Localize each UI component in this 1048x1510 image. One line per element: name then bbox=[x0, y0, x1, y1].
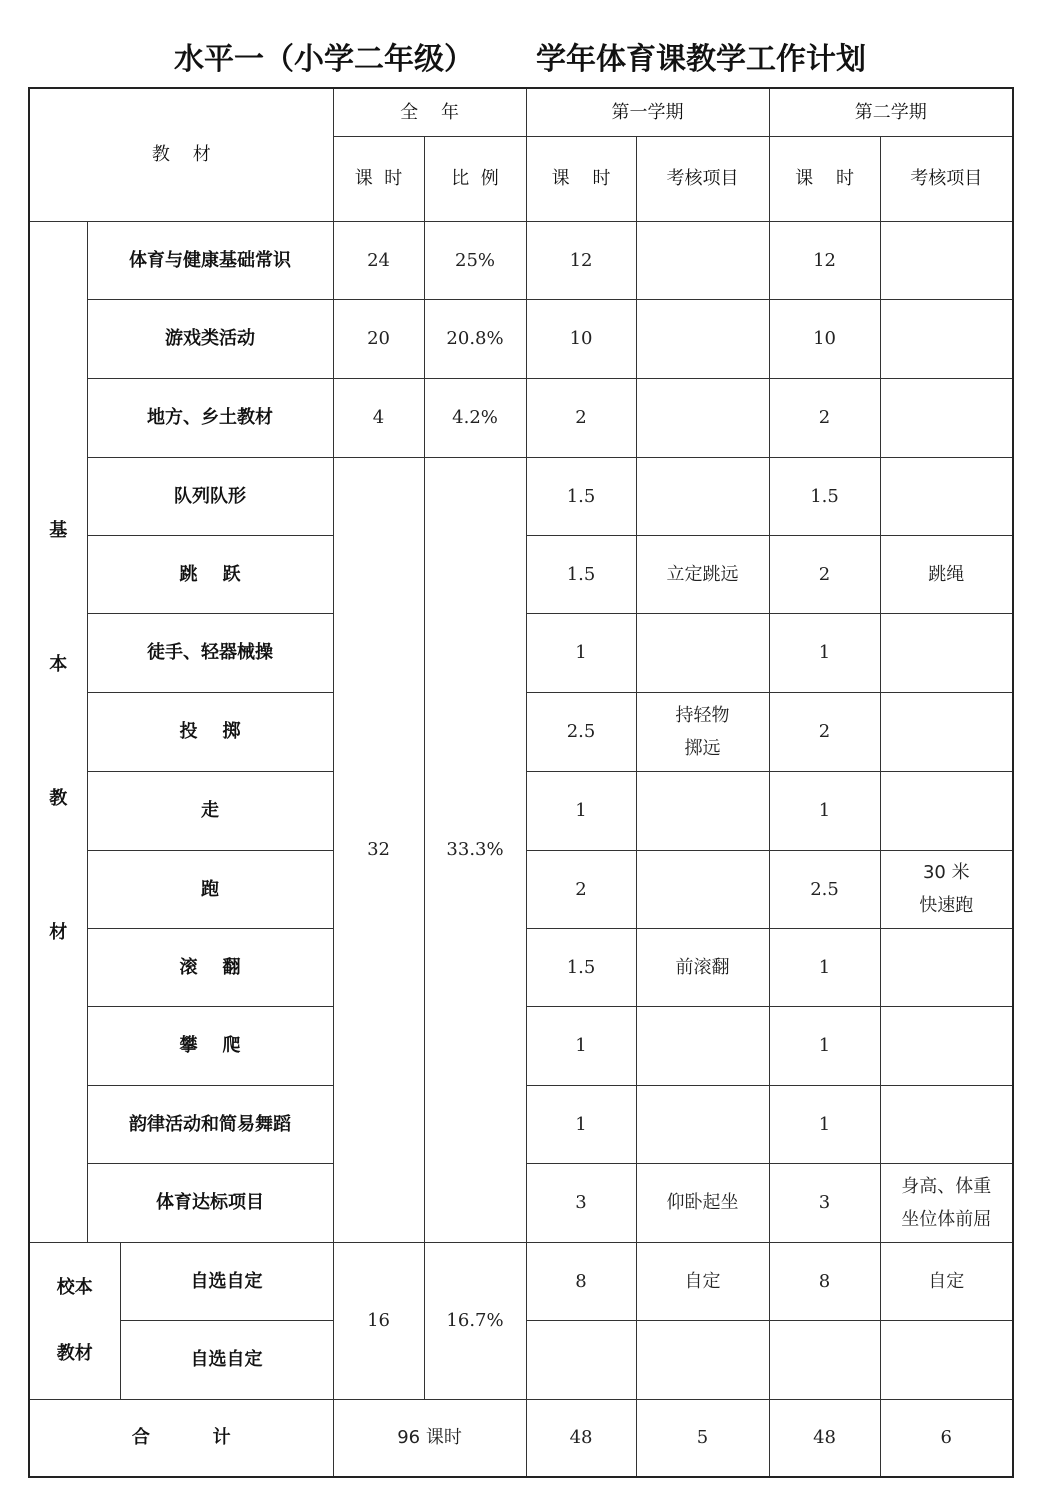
term2-assessment: 自定 bbox=[880, 1242, 1013, 1320]
material-name: 跳 跃 bbox=[87, 535, 333, 613]
term2-hours: 2.5 bbox=[769, 850, 880, 928]
material-name: 自选自定 bbox=[120, 1320, 333, 1399]
term2-assessment bbox=[880, 692, 1013, 771]
material-name: 队列队形 bbox=[87, 457, 333, 535]
term1-assessment bbox=[636, 299, 769, 378]
term1-assessment bbox=[636, 457, 769, 535]
term2-assessment bbox=[880, 221, 1013, 299]
material-name: 跑 bbox=[87, 850, 333, 928]
table-row bbox=[29, 457, 1013, 535]
term1-assessment bbox=[636, 378, 769, 457]
term2-assessment bbox=[880, 928, 1013, 1006]
term2-assessment: 跳绳 bbox=[880, 535, 1013, 613]
header-term1: 第一学期 bbox=[526, 88, 769, 136]
material-name: 投 掷 bbox=[87, 692, 333, 771]
group-school-material: 校本 教材 bbox=[29, 1242, 120, 1399]
term1-assessment bbox=[636, 850, 769, 928]
term1-assessment bbox=[636, 221, 769, 299]
term2-assessment bbox=[880, 613, 1013, 692]
title-grade: 水平一（小学二年级） bbox=[174, 42, 474, 77]
term2-hours: 2 bbox=[769, 692, 880, 771]
term2-hours: 1 bbox=[769, 1085, 880, 1163]
header-term1-hours: 课 时 bbox=[526, 136, 636, 221]
header-term2-assessment: 考核项目 bbox=[880, 136, 1013, 221]
term1-hours: 1 bbox=[526, 771, 636, 850]
term2-hours: 1 bbox=[769, 1006, 880, 1085]
year-hours: 24 bbox=[333, 221, 424, 299]
total-year: 96 课时 bbox=[333, 1399, 526, 1477]
material-name: 体育达标项目 bbox=[87, 1163, 333, 1242]
term1-hours: 1 bbox=[526, 1006, 636, 1085]
term2-assessment bbox=[880, 1085, 1013, 1163]
term1-hours: 8 bbox=[526, 1242, 636, 1320]
term2-hours: 1.5 bbox=[769, 457, 880, 535]
total-row bbox=[29, 1399, 1013, 1477]
term2-hours: 1 bbox=[769, 613, 880, 692]
term2-hours: 8 bbox=[769, 1242, 880, 1320]
header-material: 教 材 bbox=[29, 88, 333, 221]
total-term2-hours: 48 bbox=[769, 1399, 880, 1477]
term2-assessment bbox=[880, 378, 1013, 457]
total-term1-hours: 48 bbox=[526, 1399, 636, 1477]
header-hours: 课 时 bbox=[333, 136, 424, 221]
school-year-hours: 16 bbox=[333, 1242, 424, 1399]
term1-hours: 2 bbox=[526, 378, 636, 457]
year-hours: 20 bbox=[333, 299, 424, 378]
term2-assessment: 30 米 快速跑 bbox=[880, 850, 1013, 928]
basic-year-ratio: 33.3% bbox=[424, 457, 526, 1242]
term1-hours: 1.5 bbox=[526, 535, 636, 613]
total-term1-assessment: 5 bbox=[636, 1399, 769, 1477]
term1-assessment bbox=[636, 1006, 769, 1085]
group-basic-material: 基 本 教 材 bbox=[29, 221, 87, 1242]
term1-hours bbox=[526, 1320, 636, 1399]
term2-hours: 3 bbox=[769, 1163, 880, 1242]
year-hours: 4 bbox=[333, 378, 424, 457]
term1-hours: 12 bbox=[526, 221, 636, 299]
table-row bbox=[29, 378, 1013, 457]
term1-assessment bbox=[636, 1085, 769, 1163]
year-ratio: 20.8% bbox=[424, 299, 526, 378]
table-row bbox=[29, 1242, 1013, 1320]
term2-hours: 2 bbox=[769, 378, 880, 457]
term2-assessment bbox=[880, 1320, 1013, 1399]
term1-assessment bbox=[636, 771, 769, 850]
table-row bbox=[29, 299, 1013, 378]
term1-hours: 10 bbox=[526, 299, 636, 378]
term2-assessment bbox=[880, 457, 1013, 535]
term2-hours: 12 bbox=[769, 221, 880, 299]
term2-hours: 10 bbox=[769, 299, 880, 378]
term1-assessment bbox=[636, 1320, 769, 1399]
total-label: 合 计 bbox=[29, 1399, 333, 1477]
material-name: 滚 翻 bbox=[87, 928, 333, 1006]
header-term2: 第二学期 bbox=[769, 88, 1013, 136]
year-ratio: 4.2% bbox=[424, 378, 526, 457]
material-name: 体育与健康基础常识 bbox=[87, 221, 333, 299]
material-name: 自选自定 bbox=[120, 1242, 333, 1320]
material-name: 地方、乡土教材 bbox=[87, 378, 333, 457]
term1-hours: 3 bbox=[526, 1163, 636, 1242]
table-row bbox=[29, 221, 1013, 299]
term1-hours: 2 bbox=[526, 850, 636, 928]
school-year-ratio: 16.7% bbox=[424, 1242, 526, 1399]
material-name: 徒手、轻器械操 bbox=[87, 613, 333, 692]
term2-assessment bbox=[880, 1006, 1013, 1085]
term1-assessment bbox=[636, 613, 769, 692]
term2-assessment: 身高、体重 坐位体前屈 bbox=[880, 1163, 1013, 1242]
term2-assessment bbox=[880, 299, 1013, 378]
header-full-year: 全 年 bbox=[333, 88, 526, 136]
term1-hours: 1.5 bbox=[526, 928, 636, 1006]
term1-assessment: 前滚翻 bbox=[636, 928, 769, 1006]
total-term2-assessment: 6 bbox=[880, 1399, 1013, 1477]
year-ratio: 25% bbox=[424, 221, 526, 299]
teaching-plan-table bbox=[28, 87, 1014, 1478]
term1-hours: 1 bbox=[526, 613, 636, 692]
term1-assessment: 立定跳远 bbox=[636, 535, 769, 613]
basic-year-hours: 32 bbox=[333, 457, 424, 1242]
header-term2-hours: 课 时 bbox=[769, 136, 880, 221]
term2-hours: 1 bbox=[769, 928, 880, 1006]
term2-hours: 2 bbox=[769, 535, 880, 613]
page-title bbox=[0, 30, 1048, 80]
material-name: 走 bbox=[87, 771, 333, 850]
term1-assessment: 自定 bbox=[636, 1242, 769, 1320]
term2-hours bbox=[769, 1320, 880, 1399]
term2-hours: 1 bbox=[769, 771, 880, 850]
title-plan: 学年体育课教学工作计划 bbox=[536, 42, 866, 77]
header-ratio: 比 例 bbox=[424, 136, 526, 221]
term2-assessment bbox=[880, 771, 1013, 850]
material-name: 韵律活动和简易舞蹈 bbox=[87, 1085, 333, 1163]
header-term1-assessment: 考核项目 bbox=[636, 136, 769, 221]
term1-assessment: 持轻物 掷远 bbox=[636, 692, 769, 771]
term1-hours: 2.5 bbox=[526, 692, 636, 771]
term1-hours: 1.5 bbox=[526, 457, 636, 535]
material-name: 攀 爬 bbox=[87, 1006, 333, 1085]
material-name: 游戏类活动 bbox=[87, 299, 333, 378]
term1-assessment: 仰卧起坐 bbox=[636, 1163, 769, 1242]
term1-hours: 1 bbox=[526, 1085, 636, 1163]
